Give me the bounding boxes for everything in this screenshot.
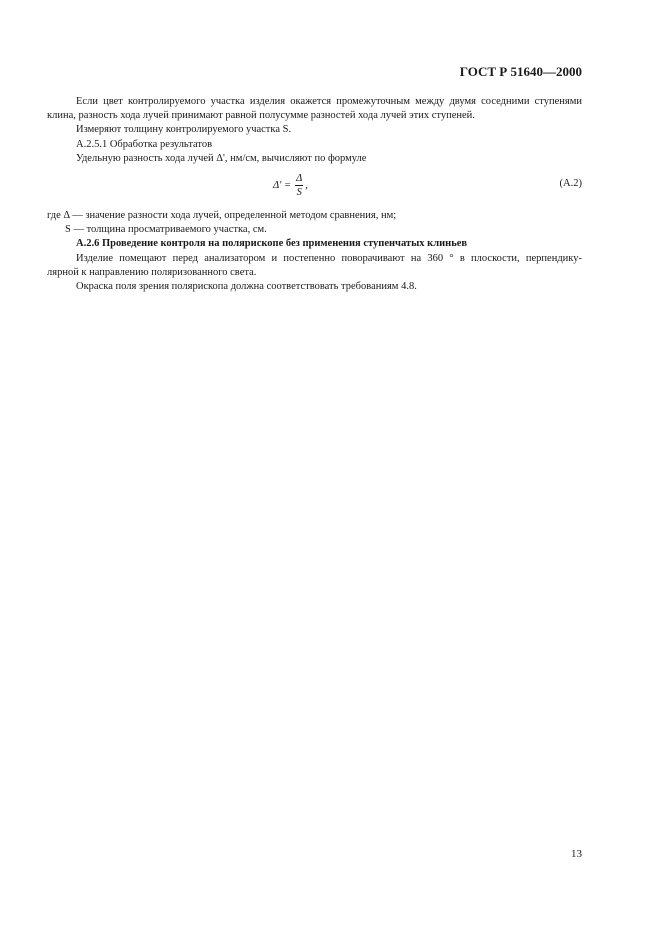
section-paragraph-1-line-2: лярной к направлению поляризованного света. [47,266,257,278]
paragraph-1-line-2: клина, разность хода лучей принимают равной полусумме разностей хода лучей этих ступеней. [47,110,475,122]
standard-header: ГОСТ Р 51640—2000 [459,64,582,79]
formula-tail: , [305,179,308,191]
section-heading: А.2.6 Проведение контроля на полярископе без применения ступенчатых клиньев [76,238,468,250]
document-body [47,95,582,294]
formula-fraction [295,173,303,199]
paragraph-2: Измеряют толщину контролируемого участка S. [76,124,292,136]
section-paragraph-2: Окраска поля зрения полярископа должна соответствовать требованиям 4.8. [76,281,417,293]
subsection-heading: А.2.5.1 Обработка результатов [76,138,213,150]
formula-numerator: Δ [296,173,303,185]
formula-block [47,173,582,207]
where-line-1: где Δ — значение разности хода лучей, определенной методом сравнения, нм; [47,210,397,222]
formula [273,173,308,199]
paragraph-formula-intro: Удельную разность хода лучей Δ', нм/см, вычисляют по формуле [76,152,367,164]
where-line-2: S — толщина просматриваемого участка, см. [65,224,267,236]
paragraph-1-line-1: Если цвет контролируемого участка изделия окажется промежуточным между двумя соседними ступенями [76,96,582,107]
section-paragraph-1-line-1: Изделие помещают перед анализатором и постепенно поворачивают на 360 ° в плоскости, перпендику- [76,252,582,264]
formula-denominator: S [296,187,302,199]
formula-number: (А.2) [559,178,582,190]
page-number: 13 [571,848,582,860]
formula-lhs: Δ' = [273,179,292,191]
